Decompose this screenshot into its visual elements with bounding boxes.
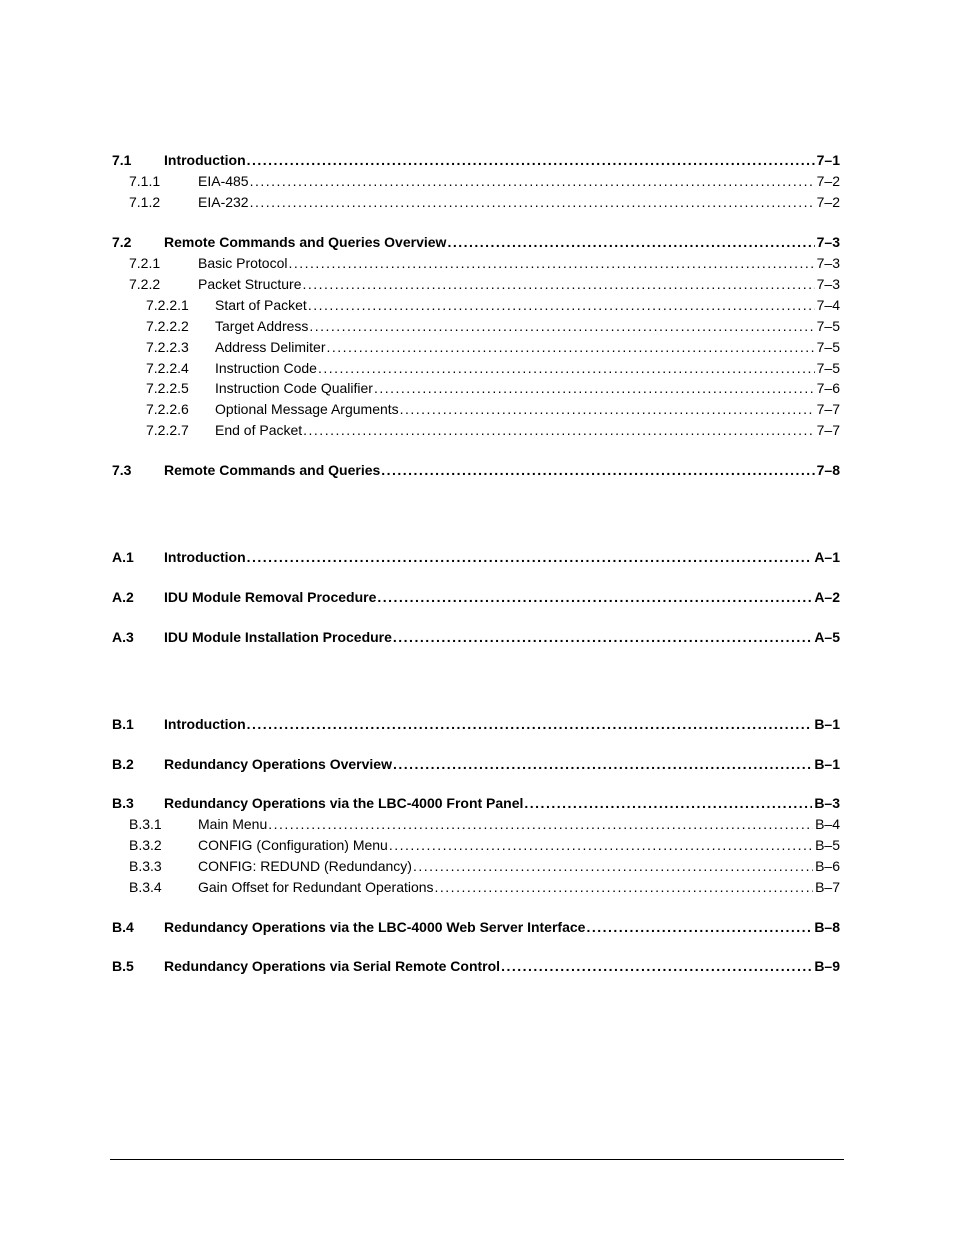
page-number: 7–7 <box>816 401 840 417</box>
toc-entry[interactable] <box>0 877 954 897</box>
dot-leader <box>250 192 815 212</box>
page-number: 7–2 <box>816 173 840 189</box>
section-number: 7.2.2.4 <box>146 360 189 376</box>
section-number: 7.2.2.1 <box>146 297 189 313</box>
section-title: Gain Offset for Redundant Operations <box>198 879 434 895</box>
page-number: 7–3 <box>816 255 840 271</box>
toc-entry[interactable] <box>0 856 954 876</box>
section-title: EIA-232 <box>198 194 249 210</box>
section-title: Remote Commands and Queries <box>164 462 381 478</box>
toc-entry[interactable] <box>0 956 954 976</box>
toc-entry[interactable] <box>0 253 954 273</box>
section-title: IDU Module Removal Procedure <box>164 589 377 605</box>
dot-leader <box>308 295 815 315</box>
section-title: Redundancy Operations via the LBC-4000 Front Panel <box>164 795 524 811</box>
section-number: 7.2.2 <box>129 276 161 292</box>
section-number: 7.2.2.6 <box>146 401 189 417</box>
section-number: B.3.1 <box>129 816 162 832</box>
section-title: Start of Packet <box>215 297 307 313</box>
dot-leader <box>393 754 812 774</box>
toc-entry[interactable] <box>0 358 954 378</box>
dot-leader <box>247 150 815 170</box>
dot-leader <box>326 337 814 357</box>
dot-leader <box>318 358 815 378</box>
page-number: B–7 <box>815 879 840 895</box>
dot-leader <box>288 253 814 273</box>
toc-entry[interactable] <box>0 754 954 774</box>
toc-entry[interactable] <box>0 295 954 315</box>
toc-entry[interactable] <box>0 714 954 734</box>
page-number: B–1 <box>814 756 840 772</box>
toc-entry[interactable] <box>0 547 954 567</box>
section-title: EIA-485 <box>198 173 249 189</box>
page-number: B–6 <box>815 858 840 874</box>
section-title: CONFIG (Configuration) Menu <box>198 837 388 853</box>
toc-entry[interactable] <box>0 835 954 855</box>
dot-leader <box>268 814 813 834</box>
page-number: 7–7 <box>816 422 840 438</box>
page-number: A–2 <box>814 589 840 605</box>
section-number: B.4 <box>112 919 134 935</box>
section-number: B.3.2 <box>129 837 162 853</box>
section-title: Instruction Code Qualifier <box>215 380 373 396</box>
section-title: Packet Structure <box>198 276 302 292</box>
section-number: 7.2.2.5 <box>146 380 189 396</box>
section-number: A.1 <box>112 549 134 565</box>
page-number: 7–2 <box>816 194 840 210</box>
toc-entry[interactable] <box>0 460 954 480</box>
page-number: 7–8 <box>816 462 840 478</box>
toc-entry[interactable] <box>0 171 954 191</box>
section-number: 7.1 <box>112 152 132 168</box>
dot-leader <box>247 714 813 734</box>
section-title: Optional Message Arguments <box>215 401 399 417</box>
page-number: B–5 <box>815 837 840 853</box>
section-number: 7.2.2.2 <box>146 318 189 334</box>
section-title: Main Menu <box>198 816 268 832</box>
section-title: CONFIG: REDUND (Redundancy) <box>198 858 412 874</box>
section-number: 7.2.2.7 <box>146 422 189 438</box>
section-title: Address Delimiter <box>215 339 326 355</box>
section-number: B.3.4 <box>129 879 162 895</box>
section-number: B.5 <box>112 958 134 974</box>
page-number: B–1 <box>814 716 840 732</box>
page-number: B–3 <box>814 795 840 811</box>
dot-leader <box>413 856 813 876</box>
toc-entry[interactable] <box>0 793 954 813</box>
section-title: Redundancy Operations via Serial Remote Control <box>164 958 501 974</box>
page-number: 7–4 <box>816 297 840 313</box>
page-number: B–4 <box>815 816 840 832</box>
toc-entry[interactable] <box>0 917 954 937</box>
toc-entry[interactable] <box>0 814 954 834</box>
toc-entry[interactable] <box>0 192 954 212</box>
section-number: 7.1.2 <box>129 194 161 210</box>
dot-leader <box>501 956 812 976</box>
dot-leader <box>303 420 814 440</box>
section-title: Instruction Code <box>215 360 317 376</box>
section-title: Target Address <box>215 318 309 334</box>
dot-leader <box>447 232 814 252</box>
dot-leader <box>250 171 815 191</box>
toc-entry[interactable] <box>0 587 954 607</box>
section-number: 7.2.2.3 <box>146 339 189 355</box>
dot-leader <box>393 627 812 647</box>
section-title: Introduction <box>164 716 246 732</box>
section-title: Remote Commands and Queries Overview <box>164 234 447 250</box>
dot-leader <box>374 378 815 398</box>
page-number: A–1 <box>814 549 840 565</box>
dot-leader <box>524 793 812 813</box>
toc-entry[interactable] <box>0 150 954 170</box>
section-title: End of Packet <box>215 422 303 438</box>
dot-leader <box>303 274 815 294</box>
section-title: Redundancy Operations Overview <box>164 756 392 772</box>
section-title: Redundancy Operations via the LBC-4000 Web Server Interface <box>164 919 586 935</box>
section-title: Introduction <box>164 152 246 168</box>
toc-entry[interactable] <box>0 337 954 357</box>
dot-leader <box>400 399 815 419</box>
toc-entry[interactable] <box>0 316 954 336</box>
toc-entry[interactable] <box>0 399 954 419</box>
toc-entry[interactable] <box>0 627 954 647</box>
page-number: A–5 <box>814 629 840 645</box>
toc-entry[interactable] <box>0 232 954 252</box>
page-number: 7–3 <box>816 234 840 250</box>
page-number: B–9 <box>814 958 840 974</box>
toc-entry[interactable] <box>0 420 954 440</box>
footer-rule <box>110 1159 844 1160</box>
section-number: B.2 <box>112 756 134 772</box>
page-number: 7–1 <box>816 152 840 168</box>
toc-entry[interactable] <box>0 378 954 398</box>
dot-leader <box>389 835 813 855</box>
section-number: B.1 <box>112 716 134 732</box>
section-number: A.3 <box>112 629 134 645</box>
section-title: Basic Protocol <box>198 255 288 271</box>
dot-leader <box>309 316 814 336</box>
page-number: 7–5 <box>816 360 840 376</box>
section-number: 7.1.1 <box>129 173 161 189</box>
dot-leader <box>435 877 814 897</box>
dot-leader <box>377 587 812 607</box>
section-number: 7.2 <box>112 234 132 250</box>
section-number: A.2 <box>112 589 134 605</box>
page-number: 7–3 <box>816 276 840 292</box>
section-number: B.3.3 <box>129 858 162 874</box>
dot-leader <box>381 460 814 480</box>
toc-entry[interactable] <box>0 274 954 294</box>
dot-leader <box>586 917 812 937</box>
dot-leader <box>247 547 813 567</box>
page-number: B–8 <box>814 919 840 935</box>
section-number: 7.2.1 <box>129 255 161 271</box>
page-number: 7–5 <box>816 318 840 334</box>
section-title: IDU Module Installation Procedure <box>164 629 392 645</box>
page-number: 7–6 <box>816 380 840 396</box>
section-number: B.3 <box>112 795 134 811</box>
section-title: Introduction <box>164 549 246 565</box>
page-number: 7–5 <box>816 339 840 355</box>
section-number: 7.3 <box>112 462 132 478</box>
